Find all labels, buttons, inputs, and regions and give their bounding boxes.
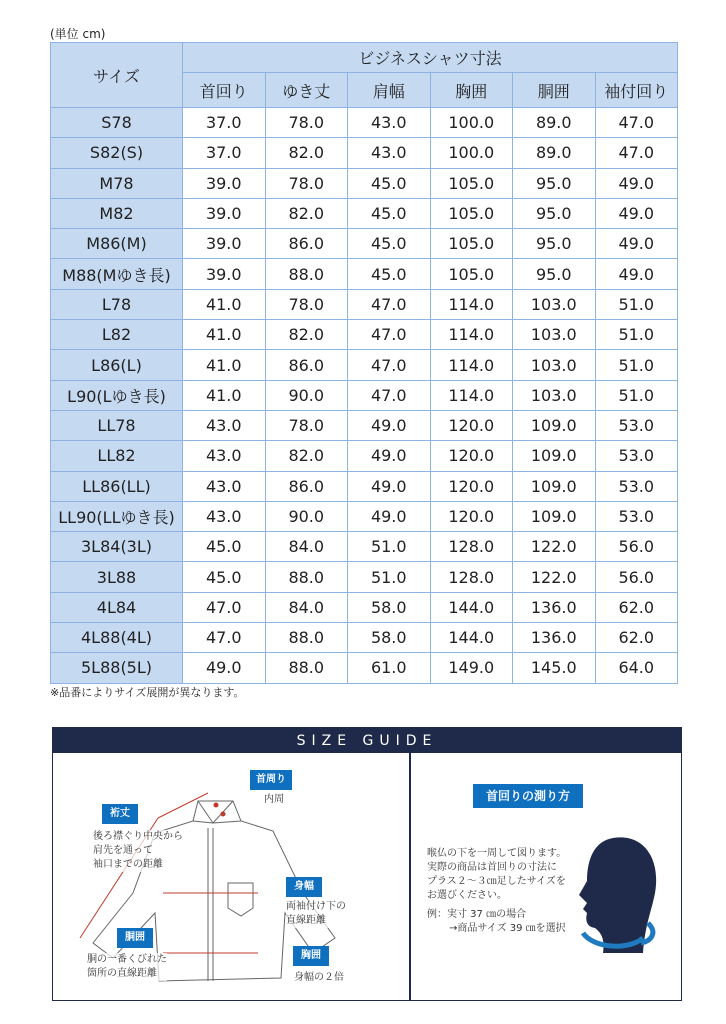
value-cell: 82.0	[265, 138, 348, 168]
value-cell: 45.0	[348, 259, 431, 289]
table-row	[51, 653, 678, 683]
column-header: 首回り	[183, 73, 266, 108]
value-cell: 128.0	[430, 532, 513, 562]
value-cell: 45.0	[348, 229, 431, 259]
size-cell: L78	[51, 289, 183, 319]
value-cell: 49.0	[183, 653, 266, 683]
value-cell: 136.0	[513, 623, 596, 653]
value-cell: 51.0	[348, 562, 431, 592]
size-cell: 3L84(3L)	[51, 532, 183, 562]
howto-text-line: 実際の商品は首回りの寸法に	[427, 862, 557, 873]
value-cell: 114.0	[430, 350, 513, 380]
value-cell: 78.0	[265, 289, 348, 319]
table-row	[51, 562, 678, 592]
size-cell: LL78	[51, 410, 183, 440]
value-cell: 41.0	[183, 350, 266, 380]
value-cell: 105.0	[430, 229, 513, 259]
value-cell: 100.0	[430, 138, 513, 168]
value-cell: 149.0	[430, 653, 513, 683]
value-cell: 86.0	[265, 229, 348, 259]
value-cell: 41.0	[183, 320, 266, 350]
howto-text-line: お選びください。	[427, 890, 507, 901]
value-cell: 49.0	[348, 501, 431, 531]
value-cell: 41.0	[183, 380, 266, 410]
value-cell: 43.0	[183, 410, 266, 440]
value-cell: 95.0	[513, 168, 596, 198]
width-text-line: 直線距離	[286, 915, 326, 926]
value-cell: 49.0	[595, 229, 678, 259]
size-cell: LL82	[51, 441, 183, 471]
table-row	[51, 623, 678, 653]
value-cell: 114.0	[430, 320, 513, 350]
value-cell: 49.0	[348, 471, 431, 501]
width-text	[286, 900, 346, 928]
value-cell: 120.0	[430, 501, 513, 531]
value-cell: 95.0	[513, 229, 596, 259]
value-cell: 128.0	[430, 562, 513, 592]
table-row	[51, 289, 678, 319]
size-cell: 5L88(5L)	[51, 653, 183, 683]
value-cell: 82.0	[265, 441, 348, 471]
waist-text	[87, 953, 167, 981]
value-cell: 103.0	[513, 289, 596, 319]
value-cell: 41.0	[183, 289, 266, 319]
head-silhouette-icon	[573, 833, 663, 958]
value-cell: 95.0	[513, 259, 596, 289]
size-guide-title: SIZE GUIDE	[53, 728, 681, 753]
value-cell: 100.0	[430, 108, 513, 138]
value-cell: 82.0	[265, 320, 348, 350]
value-cell: 109.0	[513, 471, 596, 501]
value-cell: 109.0	[513, 501, 596, 531]
table-row	[51, 471, 678, 501]
size-cell: L86(L)	[51, 350, 183, 380]
value-cell: 53.0	[595, 441, 678, 471]
value-cell: 53.0	[595, 471, 678, 501]
table-row	[51, 229, 678, 259]
value-cell: 88.0	[265, 623, 348, 653]
table-row	[51, 320, 678, 350]
divider	[409, 753, 411, 1000]
value-cell: 109.0	[513, 410, 596, 440]
table-row	[51, 108, 678, 138]
howto-title: 首回りの測り方	[473, 784, 583, 808]
table-row	[51, 501, 678, 531]
table-row	[51, 259, 678, 289]
value-cell: 47.0	[183, 592, 266, 622]
value-cell: 61.0	[348, 653, 431, 683]
value-cell: 51.0	[348, 532, 431, 562]
example-line: →商品サイズ 39 ㎝を選択	[449, 923, 566, 934]
value-cell: 103.0	[513, 380, 596, 410]
size-cell: LL90(LLゆき長)	[51, 501, 183, 531]
value-cell: 144.0	[430, 623, 513, 653]
value-cell: 103.0	[513, 350, 596, 380]
value-cell: 47.0	[348, 320, 431, 350]
howto-text-line: 喉仏の下を一周して図ります。	[427, 848, 567, 859]
table-row	[51, 380, 678, 410]
column-header: 袖付回り	[595, 73, 678, 108]
value-cell: 120.0	[430, 410, 513, 440]
value-cell: 39.0	[183, 198, 266, 228]
table-row	[51, 168, 678, 198]
size-cell: S78	[51, 108, 183, 138]
value-cell: 89.0	[513, 108, 596, 138]
table-row	[51, 592, 678, 622]
size-cell: LL86(LL)	[51, 471, 183, 501]
size-cell: M86(M)	[51, 229, 183, 259]
column-header: ゆき丈	[265, 73, 348, 108]
value-cell: 78.0	[265, 108, 348, 138]
sleeve-text-line: 後ろ襟ぐり中央から	[93, 831, 183, 842]
size-guide	[52, 727, 682, 1001]
value-cell: 78.0	[265, 168, 348, 198]
value-cell: 47.0	[183, 623, 266, 653]
column-header: 胸囲	[430, 73, 513, 108]
example-text	[427, 908, 566, 936]
sleeve-text-line: 袖口までの距離	[93, 859, 163, 870]
value-cell: 51.0	[595, 289, 678, 319]
value-cell: 90.0	[265, 380, 348, 410]
value-cell: 89.0	[513, 138, 596, 168]
table-row	[51, 198, 678, 228]
size-cell: M88(Mゆき長)	[51, 259, 183, 289]
waist-text-line: 箇所の直線距離	[87, 968, 157, 979]
unit-label: (単位 cm)	[50, 27, 106, 41]
chest-label: 胸囲	[293, 946, 329, 966]
size-cell: L82	[51, 320, 183, 350]
value-cell: 78.0	[265, 410, 348, 440]
waist-text-line: 胴の一番くびれた	[87, 954, 167, 965]
value-cell: 103.0	[513, 320, 596, 350]
value-cell: 120.0	[430, 441, 513, 471]
table-row	[51, 410, 678, 440]
size-cell: M82	[51, 198, 183, 228]
chest-text: 身幅の２倍	[294, 972, 344, 983]
value-cell: 109.0	[513, 441, 596, 471]
neck-label: 首周り	[250, 770, 292, 790]
value-cell: 49.0	[595, 168, 678, 198]
value-cell: 51.0	[595, 320, 678, 350]
value-cell: 49.0	[595, 259, 678, 289]
value-cell: 37.0	[183, 108, 266, 138]
size-cell: 4L88(4L)	[51, 623, 183, 653]
column-header: 肩幅	[348, 73, 431, 108]
value-cell: 51.0	[595, 380, 678, 410]
sleeve-text-line: 肩先を通って	[93, 845, 153, 856]
size-header: サイズ	[51, 43, 183, 108]
value-cell: 88.0	[265, 653, 348, 683]
value-cell: 45.0	[348, 198, 431, 228]
value-cell: 86.0	[265, 350, 348, 380]
value-cell: 47.0	[595, 108, 678, 138]
value-cell: 47.0	[348, 380, 431, 410]
value-cell: 47.0	[595, 138, 678, 168]
value-cell: 47.0	[348, 350, 431, 380]
size-cell: S82(S)	[51, 138, 183, 168]
value-cell: 49.0	[348, 441, 431, 471]
value-cell: 43.0	[183, 471, 266, 501]
table-row	[51, 138, 678, 168]
value-cell: 144.0	[430, 592, 513, 622]
howto-text-line: プラス２～３㎝足したサイズを	[427, 876, 566, 887]
value-cell: 88.0	[265, 259, 348, 289]
value-cell: 56.0	[595, 532, 678, 562]
value-cell: 43.0	[183, 501, 266, 531]
value-cell: 114.0	[430, 289, 513, 319]
sleeve-label: 裄丈	[102, 804, 138, 824]
size-cell: 4L84	[51, 592, 183, 622]
value-cell: 90.0	[265, 501, 348, 531]
value-cell: 39.0	[183, 168, 266, 198]
value-cell: 105.0	[430, 168, 513, 198]
value-cell: 122.0	[513, 532, 596, 562]
neck-text: 内周	[264, 794, 284, 805]
value-cell: 47.0	[348, 289, 431, 319]
value-cell: 145.0	[513, 653, 596, 683]
value-cell: 114.0	[430, 380, 513, 410]
size-cell: 3L88	[51, 562, 183, 592]
column-header: 胴囲	[513, 73, 596, 108]
sleeve-text	[93, 830, 183, 872]
value-cell: 39.0	[183, 229, 266, 259]
value-cell: 45.0	[183, 562, 266, 592]
value-cell: 53.0	[595, 501, 678, 531]
value-cell: 105.0	[430, 259, 513, 289]
value-cell: 39.0	[183, 259, 266, 289]
width-text-line: 両袖付け下の	[286, 901, 346, 912]
value-cell: 84.0	[265, 592, 348, 622]
value-cell: 51.0	[595, 350, 678, 380]
table-row	[51, 441, 678, 471]
value-cell: 43.0	[348, 108, 431, 138]
table-row	[51, 532, 678, 562]
value-cell: 45.0	[183, 532, 266, 562]
value-cell: 64.0	[595, 653, 678, 683]
value-cell: 84.0	[265, 532, 348, 562]
value-cell: 49.0	[595, 198, 678, 228]
value-cell: 43.0	[183, 441, 266, 471]
value-cell: 105.0	[430, 198, 513, 228]
value-cell: 56.0	[595, 562, 678, 592]
value-cell: 82.0	[265, 198, 348, 228]
value-cell: 37.0	[183, 138, 266, 168]
value-cell: 86.0	[265, 471, 348, 501]
value-cell: 62.0	[595, 623, 678, 653]
table-row	[51, 350, 678, 380]
value-cell: 88.0	[265, 562, 348, 592]
value-cell: 122.0	[513, 562, 596, 592]
size-cell: M78	[51, 168, 183, 198]
waist-label: 胴囲	[117, 928, 153, 948]
example-line: 例：実寸 37 ㎝の場合	[427, 909, 527, 920]
value-cell: 58.0	[348, 592, 431, 622]
size-cell: L90(Lゆき長)	[51, 380, 183, 410]
value-cell: 49.0	[348, 410, 431, 440]
size-table	[50, 42, 678, 684]
value-cell: 53.0	[595, 410, 678, 440]
value-cell: 58.0	[348, 623, 431, 653]
value-cell: 136.0	[513, 592, 596, 622]
value-cell: 62.0	[595, 592, 678, 622]
value-cell: 45.0	[348, 168, 431, 198]
howto-text	[427, 847, 566, 903]
value-cell: 120.0	[430, 471, 513, 501]
value-cell: 95.0	[513, 198, 596, 228]
group-header: ビジネスシャツ寸法	[183, 43, 678, 73]
width-label: 身幅	[286, 877, 322, 897]
footnote: ※品番によりサイズ展開が異なります。	[50, 686, 245, 699]
value-cell: 43.0	[348, 138, 431, 168]
